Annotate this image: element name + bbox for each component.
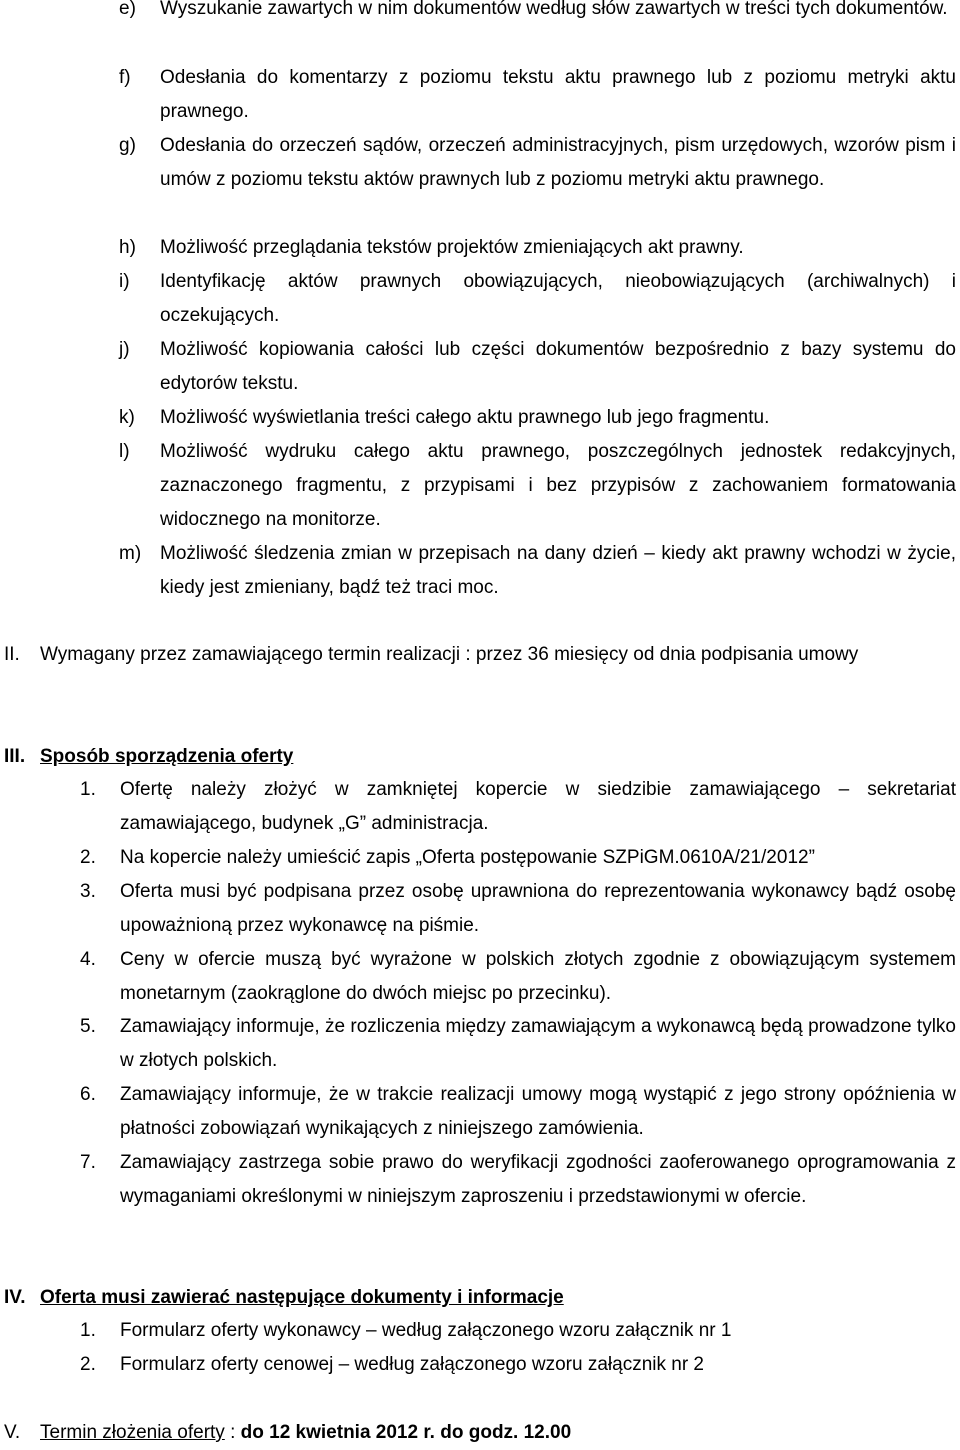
section-separator: : — [224, 1422, 241, 1443]
list-item-label: 1. — [80, 779, 96, 800]
list-item-text: Odesłania do komentarzy z poziomu tekstu aktu prawnego lub z poziomu metryki aktu prawnego. — [160, 67, 956, 122]
list-item-label: e) — [119, 0, 136, 19]
list-item-label: i) — [119, 271, 130, 292]
section-text: Wymagany przez zamawiającego termin realizacji : przez 36 miesięcy od dnia podpisania umowy — [40, 644, 859, 665]
list-item-label: 7. — [80, 1152, 96, 1173]
deadline: do 12 kwietnia 2012 r. do godz. 12.00 — [240, 1422, 572, 1443]
required-document-2 — [0, 1348, 960, 1382]
list-item-text: Formularz oferty cenowej – według załączonego wzoru załącznik nr 2 — [120, 1354, 704, 1375]
list-item-text: Wyszukanie zawartych w nim dokumentów według słów zawartych w treści tych dokumentów. — [160, 0, 948, 19]
section-heading: Sposób sporządzenia oferty — [40, 746, 294, 767]
section-heading: Termin złożenia oferty — [40, 1422, 225, 1443]
list-item-text: Możliwość wydruku całego aktu prawnego, poszczególnych jednostek redakcyjnych, zaznaczonego fragmentu, z przypisami i bez przypisów z zachowaniem formatowania widocznego na monitorze. — [160, 441, 956, 530]
list-item-text: Ceny w ofercie muszą być wyrażone w polskich złotych zgodnie z obowiązującym systemem monetarnym (zaokrąglone do dwóch miejsc po przecinku). — [120, 949, 956, 1004]
list-item-label: 6. — [80, 1084, 96, 1105]
list-item-label: 4. — [80, 949, 96, 970]
section-4-heading-row — [0, 1281, 960, 1315]
list-item-g — [0, 129, 960, 231]
list-item-label: g) — [119, 135, 136, 156]
list-item-h — [0, 231, 960, 265]
list-item-label: k) — [119, 407, 135, 428]
list-item-text: Ofertę należy złożyć w zamkniętej kopercie w siedzibie zamawiającego – sekretariat zamawiającego, budynek „G” administracja. — [120, 779, 956, 834]
section-heading: Oferta musi zawierać następujące dokumenty i informacje — [40, 1287, 564, 1308]
offer-rule-6 — [0, 1078, 960, 1146]
list-item-text: Oferta musi być podpisana przez osobę uprawniona do reprezentowania wykonawcy bądź osobę upoważnioną przez wykonawcę na piśmie. — [120, 881, 956, 936]
section-5-line — [40, 1416, 571, 1450]
list-item-label: l) — [119, 441, 130, 462]
section-number: IV. — [4, 1287, 26, 1308]
list-item-label: 2. — [80, 1354, 96, 1375]
required-document-1 — [0, 1314, 960, 1348]
section-number: V. — [4, 1422, 21, 1443]
list-item-label: m) — [119, 543, 142, 564]
list-item-label: 1. — [80, 1320, 96, 1341]
list-item-text: Identyfikację aktów prawnych obowiązujących, nieobowiązujących (archiwalnych) i oczekujących. — [160, 271, 956, 326]
offer-rule-5 — [0, 1010, 960, 1078]
offer-rule-1 — [0, 773, 960, 841]
offer-rule-4 — [0, 943, 960, 1011]
list-item-label: j) — [119, 339, 130, 360]
list-item-text: Na kopercie należy umieścić zapis „Oferta postępowanie SZPiGM.0610A/21/2012” — [120, 847, 815, 868]
offer-rule-2 — [0, 841, 960, 875]
list-item-label: h) — [119, 237, 136, 258]
list-item-k — [0, 401, 960, 435]
list-item-text: Możliwość kopiowania całości lub części dokumentów bezpośrednio z bazy systemu do edytorów tekstu. — [160, 339, 956, 394]
offer-rule-7 — [0, 1146, 960, 1248]
list-item-label: 5. — [80, 1016, 96, 1037]
list-item-i — [0, 265, 960, 333]
section-2 — [0, 638, 960, 706]
list-item-text: Zamawiający informuje, że rozliczenia między zamawiającym a wykonawcą będą prowadzone tylko w złotych polskich. — [120, 1016, 956, 1071]
list-item-f — [0, 61, 960, 129]
list-item-text: Możliwość śledzenia zmian w przepisach na dany dzień – kiedy akt prawny wchodzi w życie, kiedy jest zmieniany, bądź też traci moc. — [160, 543, 956, 598]
section-number: III. — [4, 746, 26, 767]
list-item-m — [0, 537, 960, 605]
offer-rule-3 — [0, 875, 960, 943]
list-item-text: Możliwość wyświetlania treści całego aktu prawnego lub jego fragmentu. — [160, 407, 770, 428]
list-item-e — [0, 0, 960, 60]
section-number: II. — [4, 644, 20, 665]
list-item-text: Odesłania do orzeczeń sądów, orzeczeń administracyjnych, pism urzędowych, wzorów pism i umów z poziomu tekstu aktów prawnych lub z poziomu metryki aktu prawnego. — [160, 135, 956, 190]
list-item-label: 3. — [80, 881, 96, 902]
list-item-j — [0, 333, 960, 401]
list-item-text: Możliwość przeglądania tekstów projektów zmieniających akt prawny. — [160, 237, 744, 258]
list-item-label: 2. — [80, 847, 96, 868]
section-5 — [0, 1416, 960, 1450]
list-item-text: Zamawiający zastrzega sobie prawo do weryfikacji zgodności zaoferowanego oprogramowania z wymaganiami określonymi w niniejszym zaproszeniu i przedstawionymi w ofercie. — [120, 1152, 956, 1207]
section-3-heading-row — [0, 740, 960, 774]
list-item-label: f) — [119, 67, 131, 88]
list-item-l — [0, 435, 960, 537]
list-item-text: Zamawiający informuje, że w trakcie realizacji umowy mogą wystąpić z jego strony opóźnienia w płatności zobowiązań wynikających z niniejszego zamówienia. — [120, 1084, 956, 1139]
list-item-text: Formularz oferty wykonawcy – według załączonego wzoru załącznik nr 1 — [120, 1320, 732, 1341]
